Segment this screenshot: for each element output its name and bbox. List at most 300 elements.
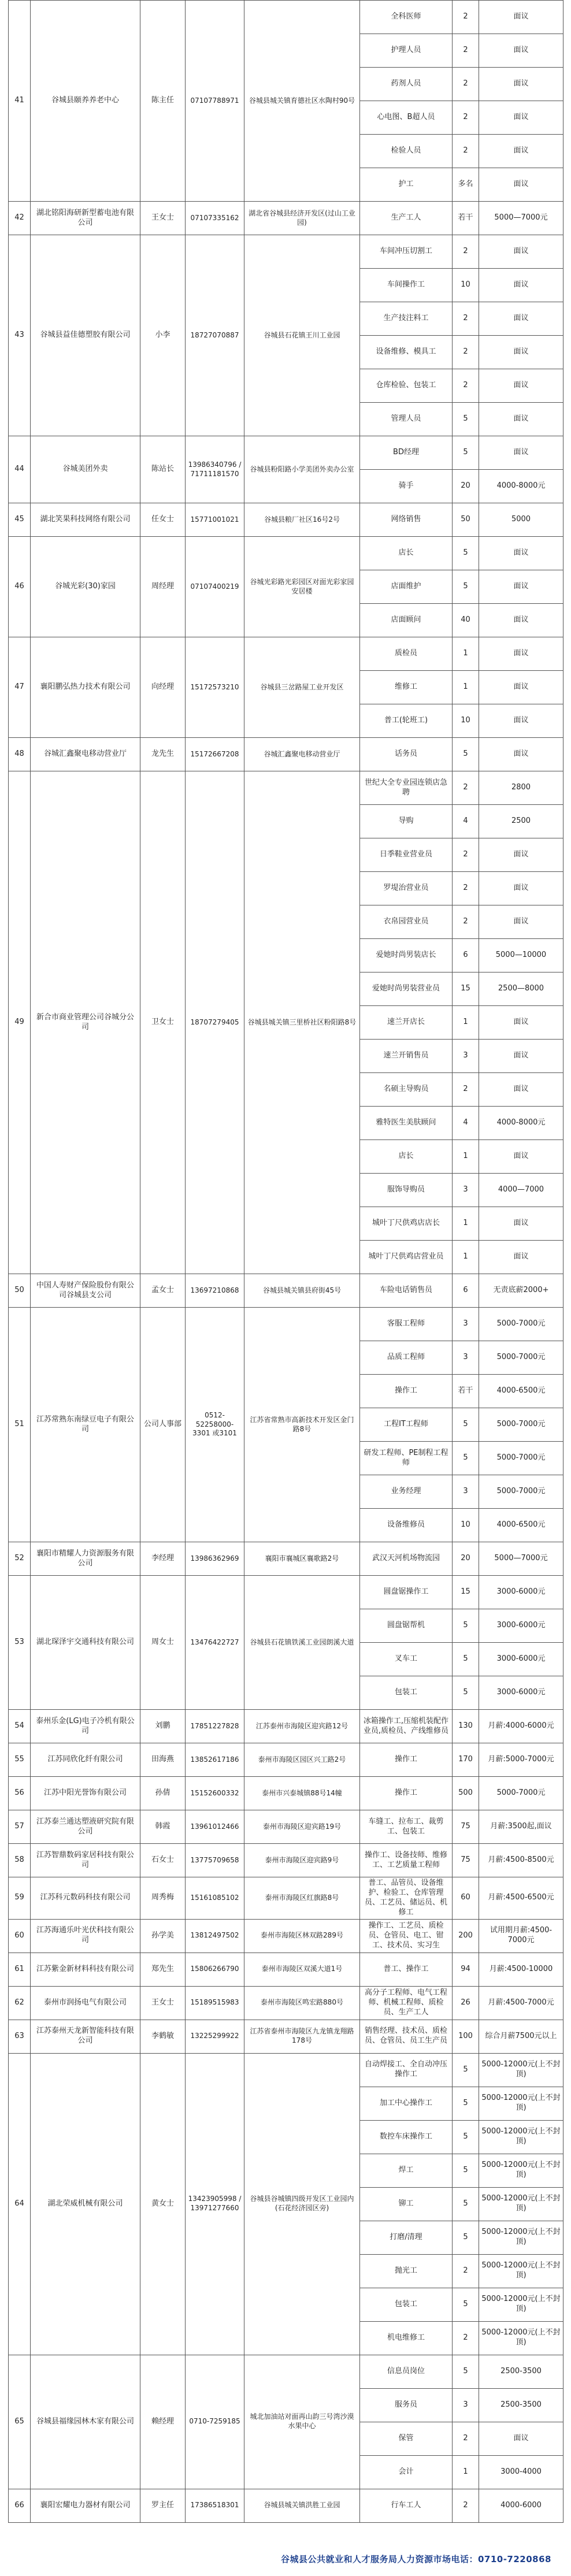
contact-person: 周经理: [140, 537, 186, 637]
company-name: 江苏中阳光誉饰有限公司: [31, 1777, 140, 1810]
table-row: [9, 2489, 563, 2522]
job-title: 机电维修工: [360, 2321, 453, 2355]
row-number: 66: [9, 2489, 31, 2522]
job-salary: 面议: [479, 1, 563, 34]
job-title: 自动焊接工、全自动冲压操作工: [360, 2053, 453, 2087]
row-number: 61: [9, 1953, 31, 1986]
job-salary: 2500: [479, 805, 563, 838]
job-salary: 5000: [479, 503, 563, 537]
job-headcount: 60: [453, 1877, 479, 1920]
table-row: [9, 1308, 563, 1341]
job-salary: 3000-6000元: [479, 1676, 563, 1710]
job-headcount: 2: [453, 1073, 479, 1107]
job-title: 业务经理: [360, 1475, 453, 1509]
company-name: 湖北荣威机械有限公司: [31, 2053, 140, 2355]
job-title: 维修工: [360, 671, 453, 704]
contact-phone: 18727070887: [186, 235, 244, 436]
job-salary: 月薪:4500-8500元: [479, 1844, 563, 1877]
company-address: 谷城汇鑫聚电移动营业厅: [244, 738, 360, 771]
job-salary: 面议: [479, 537, 563, 570]
job-headcount: 5: [453, 1676, 479, 1710]
company-name: 江苏紫金新材料科技有限公司: [31, 1953, 140, 1986]
job-title: 加工中心操作工: [360, 2087, 453, 2120]
table-row: [9, 1274, 563, 1308]
job-salary: 3000-6000元: [479, 1576, 563, 1609]
contact-phone: 13423905998 / 13971277660: [186, 2053, 244, 2355]
contact-person: 周女士: [140, 1576, 186, 1710]
job-headcount: 10: [453, 1509, 479, 1542]
job-salary: 月薪:4500-7000元: [479, 1986, 563, 2020]
table-row: [9, 2020, 563, 2053]
job-title: 质检员: [360, 637, 453, 671]
contact-person: 王女士: [140, 202, 186, 235]
job-title: 操作工、工艺员、质检员、仓管员、电工、钳工、技术员、实习生: [360, 1919, 453, 1953]
job-title: 名硕主导购员: [360, 1073, 453, 1107]
job-salary: 4000-6000: [479, 2489, 563, 2522]
row-number: 47: [9, 637, 31, 738]
row-number: 54: [9, 1710, 31, 1743]
job-salary: 5000-7000元: [479, 1408, 563, 1442]
job-headcount: 3: [453, 2388, 479, 2422]
job-title: 车险电话销售员: [360, 1274, 453, 1308]
job-salary: 面议: [479, 637, 563, 671]
row-number: 41: [9, 1, 31, 202]
job-headcount: 3: [453, 1040, 479, 1073]
company-name: 新合市商业管理公司谷城分公司: [31, 771, 140, 1274]
row-number: 50: [9, 1274, 31, 1308]
job-title: 城叶丁尺供鸡店店长: [360, 1207, 453, 1241]
contact-phone: 13775709658: [186, 1844, 244, 1877]
table-row: [9, 1986, 563, 2020]
job-title: 客服工程师: [360, 1308, 453, 1341]
job-salary: 面议: [479, 34, 563, 68]
company-address: 泰州市海陵区鸣宏路880号: [244, 1986, 360, 2020]
job-headcount: 5: [453, 436, 479, 470]
job-title: 骑手: [360, 470, 453, 503]
job-salary: 4000-6500元: [479, 1375, 563, 1408]
job-headcount: 75: [453, 1844, 479, 1877]
table-row: [9, 202, 563, 235]
contact-phone: 13225299922: [186, 2020, 244, 2053]
row-number: 52: [9, 1542, 31, 1576]
row-number: 58: [9, 1844, 31, 1877]
job-headcount: 1: [453, 1006, 479, 1040]
company-name: 江苏同欣化纤有限公司: [31, 1743, 140, 1777]
contact-phone: 07107788971: [186, 1, 244, 202]
job-headcount: 1: [453, 637, 479, 671]
contact-person: 孟女士: [140, 1274, 186, 1308]
row-number: 57: [9, 1810, 31, 1844]
job-headcount: 3: [453, 1308, 479, 1341]
job-title: 店面顾问: [360, 604, 453, 637]
job-salary: 3000-6000元: [479, 1643, 563, 1676]
job-title: BD经理: [360, 436, 453, 470]
company-address: 泰州市海陵区迎宾路19号: [244, 1810, 360, 1844]
row-number: 63: [9, 2020, 31, 2053]
job-salary: 3000-4000: [479, 2455, 563, 2489]
job-salary: 5000-12000元(上不封顶): [479, 2154, 563, 2187]
job-headcount: 5: [453, 570, 479, 604]
table-row: [9, 503, 563, 537]
table-row: [9, 771, 563, 805]
job-title: 车间操作工: [360, 269, 453, 302]
table-row: [9, 2355, 563, 2388]
job-headcount: 3: [453, 1174, 479, 1207]
company-address: 谷城县石花镇王川工业园: [244, 235, 360, 436]
job-salary: 5000-7000元: [479, 1777, 563, 1810]
job-title: 会计: [360, 2455, 453, 2489]
table-row: [9, 1777, 563, 1810]
job-salary: 面议: [479, 838, 563, 872]
row-number: 60: [9, 1919, 31, 1953]
job-headcount: 20: [453, 470, 479, 503]
job-salary: 2500-3500: [479, 2388, 563, 2422]
contact-phone: 15189515983: [186, 1986, 244, 2020]
job-title: 车缝工、拉布工、裁剪工、包装工: [360, 1810, 453, 1844]
contact-person: 周秀梅: [140, 1877, 186, 1920]
job-salary: 面议: [479, 1073, 563, 1107]
job-salary: 面议: [479, 1040, 563, 1073]
job-title: 检验人员: [360, 135, 453, 168]
job-headcount: 15: [453, 973, 479, 1006]
row-number: 65: [9, 2355, 31, 2489]
job-headcount: 2: [453, 135, 479, 168]
company-name: 湖北笑果科技网络有限公司: [31, 503, 140, 537]
company-address: 谷城县城关镇三里桥社区粉阳路8号: [244, 771, 360, 1274]
contact-person: 罗主任: [140, 2489, 186, 2522]
contact-phone: 15806266790: [186, 1953, 244, 1986]
job-headcount: 5: [453, 1643, 479, 1676]
company-address: 谷城县城关镇县府街45号: [244, 1274, 360, 1308]
contact-person: 任女士: [140, 503, 186, 537]
job-title: 包装工: [360, 2288, 453, 2321]
contact-person: 郑先生: [140, 1953, 186, 1986]
job-title: 高分子工程师、电气工程师、机械工程师、质检员、生产工人: [360, 1986, 453, 2020]
table-row: [9, 1576, 563, 1609]
job-headcount: 2: [453, 68, 479, 101]
job-salary: 面议: [479, 101, 563, 135]
contact-person: 孙学美: [140, 1919, 186, 1953]
contact-phone: 15152600332: [186, 1777, 244, 1810]
job-title: 武汉天河机场物流园: [360, 1542, 453, 1576]
row-number: 48: [9, 738, 31, 771]
company-name: 泰州乐金(LG)电子冷机有限公司: [31, 1710, 140, 1743]
job-salary: 5000-7000元: [479, 1442, 563, 1475]
contact-person: 龙先生: [140, 738, 186, 771]
job-headcount: 5: [453, 1442, 479, 1475]
company-address: 江苏泰州市海陵区迎宾路12号: [244, 1710, 360, 1743]
job-title: 服饰导购员: [360, 1174, 453, 1207]
job-salary: 面议: [479, 336, 563, 369]
job-headcount: 5: [453, 1408, 479, 1442]
contact-person: 韩霞: [140, 1810, 186, 1844]
job-headcount: 2: [453, 1, 479, 34]
contact-phone: 15771001021: [186, 503, 244, 537]
job-salary: 5000—7000元: [479, 202, 563, 235]
table-row: [9, 1844, 563, 1877]
job-title: 生产技注料工: [360, 302, 453, 336]
job-title: 研发工程师、PE制程工程师: [360, 1442, 453, 1475]
job-salary: 5000-7000元: [479, 1341, 563, 1375]
table-row: [9, 1919, 563, 1953]
footer-text: 谷城县公共就业和人才服务局人力资源市场电话：0710-7220868: [280, 2554, 551, 2564]
job-title: 护工: [360, 168, 453, 202]
table-row: [9, 1810, 563, 1844]
footer-contact: [0, 2553, 571, 2565]
contact-phone: 13961012466: [186, 1810, 244, 1844]
company-name: 江苏泰州天龙新智能科技有限公司: [31, 2020, 140, 2053]
job-headcount: 50: [453, 503, 479, 537]
job-salary: 面议: [479, 168, 563, 202]
company-name: 江苏泰兰通达塑液研究院有限公司: [31, 1810, 140, 1844]
job-headcount: 6: [453, 1274, 479, 1308]
job-headcount: 2: [453, 905, 479, 939]
company-address: 襄阳市襄城区襄歌路2号: [244, 1542, 360, 1576]
contact-person: 赖经理: [140, 2355, 186, 2489]
contact-phone: 13986362969: [186, 1542, 244, 1576]
job-salary: 5000-12000元(上不封顶): [479, 2120, 563, 2154]
job-salary: 4000-8000元: [479, 1107, 563, 1140]
contact-person: 孙倩: [140, 1777, 186, 1810]
job-headcount: 2: [453, 302, 479, 336]
company-address: 谷城县石花镇铁溪工业园朗溪大道: [244, 1576, 360, 1710]
job-title: 设备维修员: [360, 1509, 453, 1542]
contact-person: 刘鹏: [140, 1710, 186, 1743]
contact-person: 卫女士: [140, 771, 186, 1274]
table-row: [9, 2053, 563, 2087]
job-salary: 2500—8000: [479, 973, 563, 1006]
company-address: 泰州市兴泰城镇88号14幢: [244, 1777, 360, 1810]
table-row: [9, 738, 563, 771]
company-name: 襄阳市精耀人力资源服务有限公司: [31, 1542, 140, 1576]
job-title: 普工(轮班工): [360, 704, 453, 738]
job-title: 速兰开店长: [360, 1006, 453, 1040]
job-headcount: 130: [453, 1710, 479, 1743]
job-headcount: 3: [453, 1341, 479, 1375]
job-salary: 面议: [479, 604, 563, 637]
job-headcount: 多名: [453, 168, 479, 202]
job-title: 信息员岗位: [360, 2355, 453, 2388]
job-title: 爱她时尚男装营业员: [360, 973, 453, 1006]
table-row: [9, 637, 563, 671]
job-title: 操作工、设备技师、维修工、工艺质量工程师: [360, 1844, 453, 1877]
job-headcount: 5: [453, 2187, 479, 2221]
company-name: 谷城光彩(30)家园: [31, 537, 140, 637]
job-salary: 面议: [479, 704, 563, 738]
job-headcount: 500: [453, 1777, 479, 1810]
company-name: 谷城县颐养养老中心: [31, 1, 140, 202]
contact-person: 李鹤敏: [140, 2020, 186, 2053]
job-headcount: 15: [453, 1576, 479, 1609]
contact-phone: 13986340796 / 71711181570: [186, 436, 244, 503]
job-headcount: 4: [453, 1107, 479, 1140]
job-headcount: 5: [453, 537, 479, 570]
job-title: 操作工: [360, 1777, 453, 1810]
job-headcount: 2: [453, 34, 479, 68]
job-title: 品质工程师: [360, 1341, 453, 1375]
company-address: 泰州市海陵区林双路289号: [244, 1919, 360, 1953]
job-headcount: 若干: [453, 1375, 479, 1408]
job-salary: 5000—7000元: [479, 1542, 563, 1576]
job-salary: 5000-12000元(上不封顶): [479, 2288, 563, 2321]
job-title: 包装工: [360, 1676, 453, 1710]
company-address: 谷城县城关镇洪胜工业园: [244, 2489, 360, 2522]
job-headcount: 2: [453, 2489, 479, 2522]
row-number: 59: [9, 1877, 31, 1920]
contact-phone: 18707279405: [186, 771, 244, 1274]
company-address: 泰州市海陵区迎宾路9号: [244, 1844, 360, 1877]
job-salary: 面议: [479, 1207, 563, 1241]
row-number: 46: [9, 537, 31, 637]
row-number: 64: [9, 2053, 31, 2355]
contact-person: 王女士: [140, 1986, 186, 2020]
job-title: 店长: [360, 537, 453, 570]
job-salary: 3000-6000元: [479, 1609, 563, 1643]
company-name: 中国人寿财产保险股份有限公司谷城县支公司: [31, 1274, 140, 1308]
company-name: 襄阳鹏弘热力技术有限公司: [31, 637, 140, 738]
job-headcount: 2: [453, 369, 479, 403]
job-salary: 无责底薪2000+: [479, 1274, 563, 1308]
job-headcount: 5: [453, 2087, 479, 2120]
job-title: 衣帛园营业员: [360, 905, 453, 939]
job-salary: 5000-12000元(上不封顶): [479, 2254, 563, 2288]
company-name: 谷城汇鑫聚电移动营业厅: [31, 738, 140, 771]
contact-phone: 07107400219: [186, 537, 244, 637]
contact-phone: 13812497502: [186, 1919, 244, 1953]
job-title: 操作工: [360, 1375, 453, 1408]
row-number: 43: [9, 235, 31, 436]
job-salary: 面议: [479, 302, 563, 336]
job-title: 工程IT工程师: [360, 1408, 453, 1442]
job-title: 行车工人: [360, 2489, 453, 2522]
job-title: 速兰开销售员: [360, 1040, 453, 1073]
job-headcount: 10: [453, 269, 479, 302]
job-headcount: 5: [453, 2288, 479, 2321]
company-address: 谷城县粮厂社区16号2号: [244, 503, 360, 537]
job-salary: 面议: [479, 738, 563, 771]
job-salary: 面议: [479, 436, 563, 470]
job-salary: 4000—7000: [479, 1174, 563, 1207]
job-title: 铆工: [360, 2187, 453, 2221]
job-salary: 试用期月薪:4500-7000元: [479, 1919, 563, 1953]
job-title: 导购: [360, 805, 453, 838]
company-address: 谷城县城关镇育德社区水陶村90号: [244, 1, 360, 202]
contact-person: 陈主任: [140, 1, 186, 202]
contact-person: 公司人事部: [140, 1308, 186, 1542]
company-name: 江苏常熟东南绿豆电子有限公司: [31, 1308, 140, 1542]
company-address: 泰州市海陵区园区兴工路2号: [244, 1743, 360, 1777]
job-title: 抛光工: [360, 2254, 453, 2288]
job-salary: 5000-7000元: [479, 1308, 563, 1341]
job-title: 保管: [360, 2422, 453, 2455]
job-salary: 面议: [479, 369, 563, 403]
company-name: 江苏科元数码科技有限公司: [31, 1877, 140, 1920]
job-title: 操作工: [360, 1743, 453, 1777]
job-headcount: 5: [453, 2053, 479, 2087]
job-headcount: 5: [453, 2120, 479, 2154]
job-title: 城叶丁尺供鸡店营业员: [360, 1241, 453, 1274]
company-name: 襄阳宏耀电力器材有限公司: [31, 2489, 140, 2522]
job-salary: 月薪:5000-7000元: [479, 1743, 563, 1777]
job-headcount: 5: [453, 2221, 479, 2254]
company-name: 谷城县益佳德塑胶有限公司: [31, 235, 140, 436]
job-salary: 面议: [479, 1140, 563, 1174]
job-title: 数控车床操作工: [360, 2120, 453, 2154]
job-salary: 5000-12000元(上不封顶): [479, 2187, 563, 2221]
job-headcount: 2: [453, 2422, 479, 2455]
contact-phone: 07107335162: [186, 202, 244, 235]
job-salary: 面议: [479, 403, 563, 436]
job-title: 药剂人员: [360, 68, 453, 101]
job-headcount: 1: [453, 1140, 479, 1174]
company-address: 谷城县三岔路屋工业开发区: [244, 637, 360, 738]
company-name: 湖北琛泽宇交通科技有限公司: [31, 1576, 140, 1710]
job-headcount: 2: [453, 2321, 479, 2355]
company-address: 城北加油站对面再山韵三号湾沙漠水果中心: [244, 2355, 360, 2489]
job-headcount: 20: [453, 1542, 479, 1576]
job-title: 车间冲压切割工: [360, 235, 453, 269]
job-salary: 5000—10000: [479, 939, 563, 973]
contact-person: 黄女士: [140, 2053, 186, 2355]
company-address: 江苏省泰州市海陵区九龙镇龙翔路178号: [244, 2020, 360, 2053]
job-title: 冰箱操作工,压缩机装配作业员,质检员、产线维修员: [360, 1710, 453, 1743]
row-number: 44: [9, 436, 31, 503]
row-number: 49: [9, 771, 31, 1274]
contact-phone: 15172667208: [186, 738, 244, 771]
job-salary: 面议: [479, 68, 563, 101]
company-name: 湖北铭阳海研新型蓄电池有限公司: [31, 202, 140, 235]
job-salary: 月薪:4500-6500元: [479, 1877, 563, 1920]
job-salary: 面议: [479, 905, 563, 939]
recruitment-table: [8, 0, 563, 2523]
job-headcount: 2: [453, 872, 479, 905]
company-name: 江苏智鼎数码家居科技有限公司: [31, 1844, 140, 1877]
table-row: [9, 436, 563, 470]
recruitment-table-sheet: [8, 0, 563, 2523]
job-headcount: 5: [453, 2355, 479, 2388]
job-headcount: 75: [453, 1810, 479, 1844]
job-salary: 面议: [479, 872, 563, 905]
job-title: 圆盘锯操作工: [360, 1576, 453, 1609]
company-address: 江苏省常熟市高新技术开发区金门路8号: [244, 1308, 360, 1542]
job-salary: 月薪:4000-6000元: [479, 1710, 563, 1743]
company-address: 泰州市海陵区红旗路8号: [244, 1877, 360, 1920]
row-number: 42: [9, 202, 31, 235]
job-headcount: 26: [453, 1986, 479, 2020]
job-salary: 月薪:4500-10000: [479, 1953, 563, 1986]
job-title: 全科医师: [360, 1, 453, 34]
row-number: 51: [9, 1308, 31, 1542]
job-title: 雅特医生美肤顾问: [360, 1107, 453, 1140]
job-salary: 面议: [479, 1241, 563, 1274]
job-headcount: 200: [453, 1919, 479, 1953]
table-row: [9, 537, 563, 570]
job-salary: 5000-12000元(上不封顶): [479, 2053, 563, 2087]
company-address: 谷城县谷城镇四级开发区工业园内(石花经济园区旁): [244, 2053, 360, 2355]
job-title: 服务员: [360, 2388, 453, 2422]
job-title: 店面维护: [360, 570, 453, 604]
job-title: 仓库检验、包装工: [360, 369, 453, 403]
job-salary: 面议: [479, 269, 563, 302]
table-row: [9, 1953, 563, 1986]
company-address: 谷城县粉阳路小学美团外卖办公室: [244, 436, 360, 503]
contact-person: 向经理: [140, 637, 186, 738]
job-headcount: 2: [453, 2254, 479, 2288]
contact-phone: 0710-7259185: [186, 2355, 244, 2489]
company-address: 泰州市海陵区双溪大道1号: [244, 1953, 360, 1986]
company-address: 湖北省谷城县经济开发区(过山工业园): [244, 202, 360, 235]
job-headcount: 94: [453, 1953, 479, 1986]
